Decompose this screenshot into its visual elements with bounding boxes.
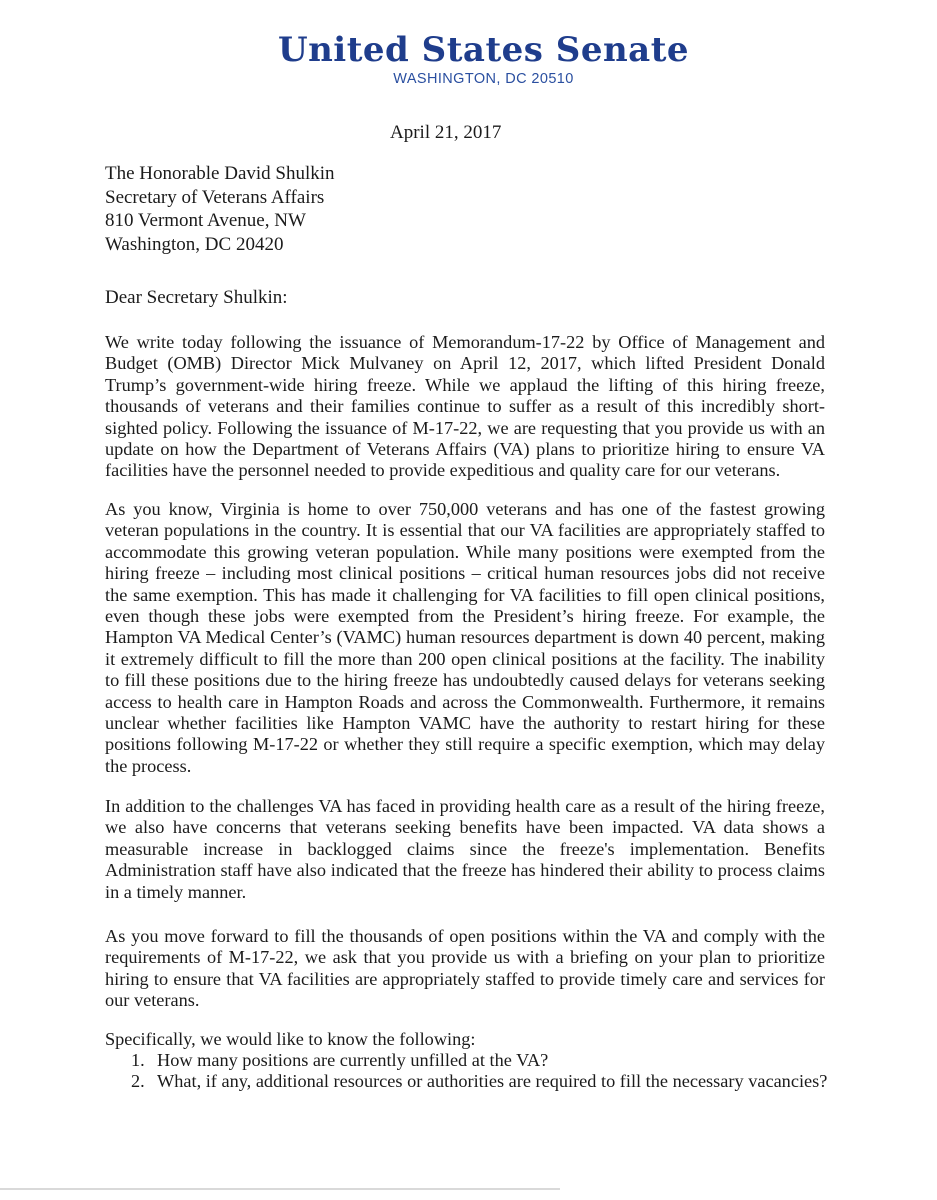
letterhead-title: United States Senate: [277, 30, 690, 70]
letterhead-address: WASHINGTON, DC 20510: [393, 71, 574, 87]
letter-date: April 21, 2017: [390, 122, 502, 143]
list-item: [131, 1050, 827, 1071]
question-list: [131, 1050, 827, 1093]
recipient-line: 810 Vermont Avenue, NW: [105, 210, 306, 231]
list-item-text: How many positions are currently unfilled at the VA?: [157, 1050, 549, 1070]
paragraph-questions-intro: Specifically, we would like to know the following:: [105, 1029, 476, 1049]
paragraph-benefits-claims: In addition to the challenges VA has faced in providing health care as a result of the hiring freeze, we also have concerns that veterans seeking benefits have been impacted. VA data shows a measurable increase in backlogged claims since the freeze's implementation. Benefits Administration staff have also indicated that the freeze has hindered their ability to process claims in a timely manner.: [105, 796, 825, 902]
recipient-line: Secretary of Veterans Affairs: [105, 186, 325, 208]
recipient-address: [105, 162, 335, 256]
recipient-line: Washington, DC 20420: [105, 233, 284, 255]
paragraph-virginia-veterans: As you know, Virginia is home to over 750,000 veterans and has one of the fastest growing veteran populations in the country. It is essential that our VA facilities are appropriately staffed to accommodate this growing veteran population. While many positions were exempted from the hiring freeze – including most clinical positions – critical human resources jobs did not receive the same exemption. This has made it challenging for VA facilities to fill open clinical positions, even though these jobs were exempted from the President’s hiring freeze. For example, the Hampton VA Medical Center’s (VAMC) human resources department is down 40 percent, making it extremely difficult to fill the more than 200 open clinical positions at the facility. The inability to fill these positions due to the hiring freeze has undoubtedly caused delays for veterans seeking access to health care in Hampton Roads and across the Commonwealth. Furthermore, it remains unclear whether facilities like Hampton VAMC have the authority to restart hiring for these positions following M-17-22 or whether they still require a specific exemption, which may delay the process.: [105, 499, 825, 776]
list-item-text: What, if any, additional resources or authorities are required to fill the necessary vacancies?: [157, 1071, 828, 1092]
paragraph-briefing-request: As you move forward to fill the thousands of open positions within the VA and comply with the requirements of M-17-22, we ask that you provide us with a briefing on your plan to prioritize hiring to ensure that VA facilities are appropriately staffed to provide timely care and services for our veterans.: [105, 926, 825, 1011]
salutation: Dear Secretary Shulkin:: [105, 287, 288, 308]
list-item-number: 1.: [131, 1050, 145, 1070]
paragraph-hiring-freeze: We write today following the issuance of Memorandum-17-22 by Office of Management and Budget (OMB) Director Mick Mulvaney on April 12, 2017, which lifted President Donald Trump’s government-wide hiring freeze. While we applaud the lifting of this hiring freeze, thousands of veterans and their families continue to suffer as a result of this incredibly short-sighted policy. Following the issuance of M-17-22, we are requesting that you provide us with an update on how the Department of Veterans Affairs (VA) plans to prioritize hiring to ensure VA facilities have the personnel needed to provide expeditious and quality care for our veterans.: [105, 332, 825, 481]
letterhead: [0, 30, 937, 88]
list-item-number: 2.: [131, 1071, 145, 1092]
recipient-line: The Honorable David Shulkin: [105, 163, 335, 184]
scan-edge-line: [0, 1188, 560, 1190]
list-item: [131, 1071, 827, 1092]
